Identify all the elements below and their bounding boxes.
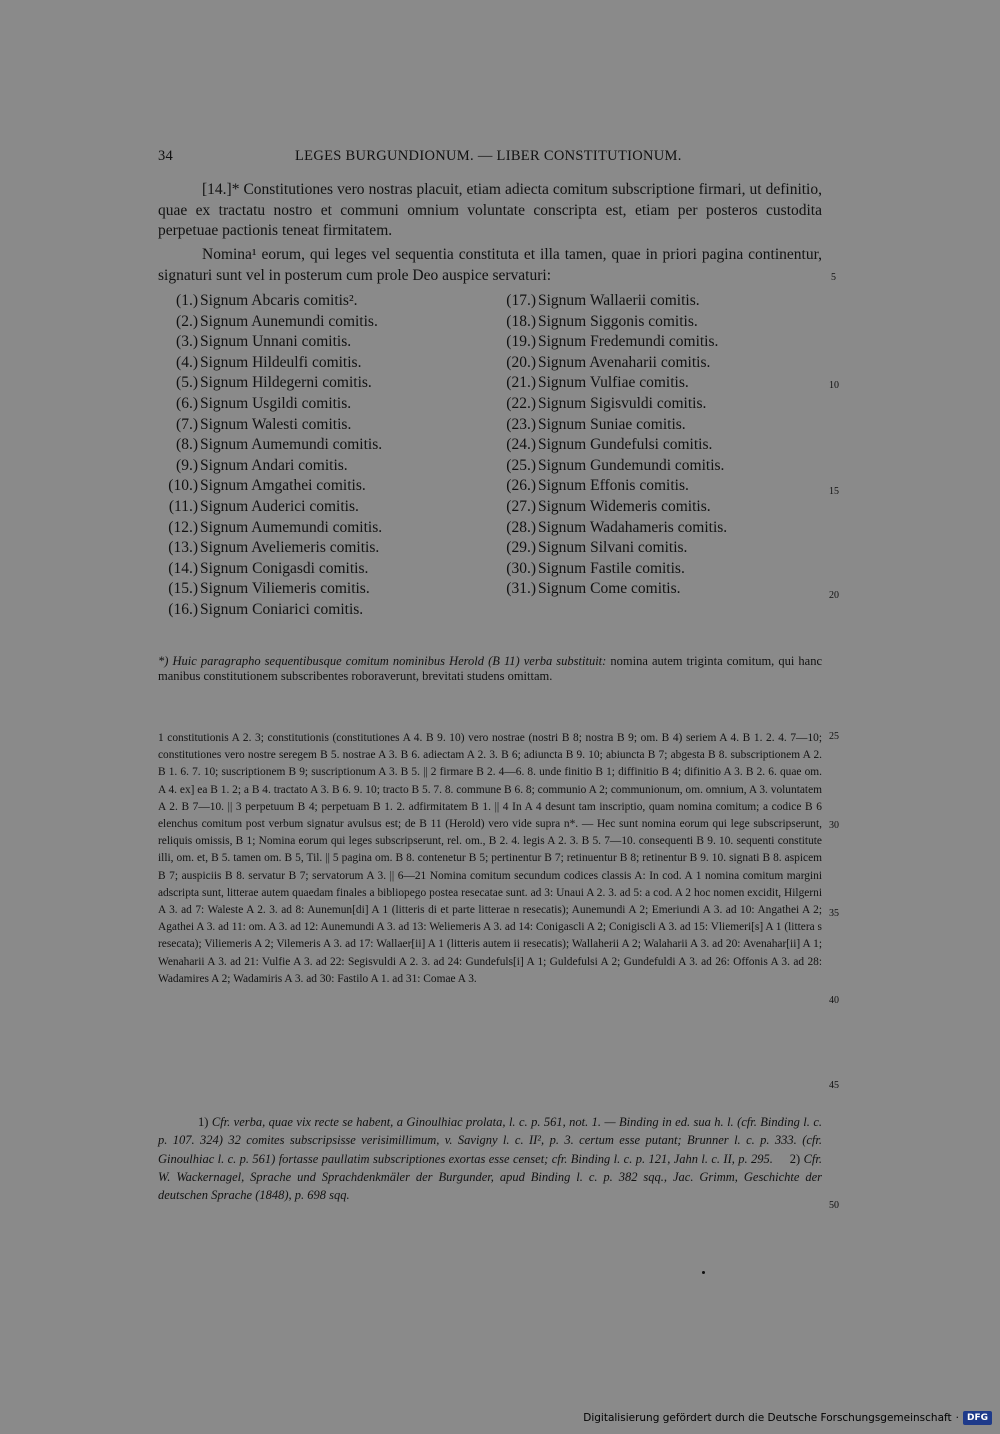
footnote-2-text: Cfr. W. Wackernagel, Sprache und Sprachdenkmäler der Burgunder, apud Binding l. c. p. 382 sqq., Jac. Grimm, Geschichte der deutschen Sprache (1848), p. 698 sqq. xyxy=(158,1151,823,1203)
entry-number: (31.) xyxy=(506,580,536,598)
footnote-1 xyxy=(158,1113,822,1204)
name-entry xyxy=(490,538,727,559)
entry-number: (23.) xyxy=(506,415,536,433)
funding-text: Digitalisierung gefördert durch die Deutsche Forschungsgemeinschaft xyxy=(583,1412,952,1424)
entry-name: Signum Conigasdi comitis. xyxy=(200,559,369,577)
entry-number: (8.) xyxy=(176,436,198,454)
critical-apparatus: 1 constitutionis A 2. 3; constitutionis (constitutiones A 4. B 9. 10) vero nostrae (nostri B 8; nostra B 9; om. B 4) seriem A 4. B 1. 2. 4. 7—10; constitutiones vero nostre seregem B 5. nostrae A 3. B 6. adiectam A 2. 3. B 6; adiuncta B 9. 10; abiuncta B 7; abgesta B 8. subscriptionem A 2. B 1. 6. 7. 10; suscriptionem B 9; suscriptionum A 3. B 5. || 2 firmare B 2. 4—6. 8. unde finitio B 1; diffinitio B 4; difinitio A 3. B 2. 6. quae om. A 4. ex] ea B 1. 2; a B 4. tractato A 3. B 6. 9. 10; tracto B 5. 7. 8. commune B 6. 8; communio A 2; communionum, om. omnium, A 3. voluntatem A 2. B 7—10. || 3 perpetuum B 4; perpetuam B 1. 2. adfirmitatem B 1. || 4 In A 4 desunt tam inscriptio, quam nomina comitum; a codice B 6 elenchus comitum post verbum signatur avulsus est; de B 11 (Herold) vero vide supra n*. — Hec sunt nomina eorum qui lege subscripserunt, reliquis omissis, B 1; Nomina eorum qui leges subscripserunt, rel. om., B 2. 4. legis A 2. 3. B 5. 7—10. consequenti B 9. 10. sequenti constitute illi, om. et, B 5. tamen om. B 5, Til. || 5 pagina om. B 8. contenetur B 5; pertinentur B 7; retinuentur B 8; retinentur B 9. 10. signati B 8. aspicem B 7; auspiciis B 8. servatur B 7; servatorum A 3. || 6—21 Nomina comitum secundum codices classis A: In cod. A 1 nomina comitum margini adscripta sunt, litterae autem quaedam finales a bibliopego postea resecatae sunt. ad 3: Unaui A 2. 3. ad 5: a cod. A 2 hoc nomen excidit, Hilgerni A 3. ad 7: Waleste A 2. 3. ad 8: Aunemun[di] A 1 (litteris di et parte litterae n resecatis); Aunemundi A 2; Emeriundi A 3. ad 10: Angathei A 2; Agathei A 3. ad 11: om. A 3. ad 12: Aunemundi A 3. ad 13: Weliemeris A 3. ad 14: Conigascli A 2; Conigiscli A 3. ad 15: Vliemeri[s] A 1 (littera s resecata); Viliemeris A 2; Vilemeris A 3. ad 17: Wallaer[ii] A 1 (litteris autem ii resecatis); Wallaherii A 2; Walaharii A 3. ad 20: Avenahar[ii] A 1; Wenaharii A 3. ad 21: Vulfie A 3. ad 22: Segisvuldi A 2. 3. ad 24: Gundefuls[i] A 1; Guldefulsi A 2; Gundefuldi A 3. ad 26: Offonis A 3. ad 28: Wadamires A 2; Wadamiris A 3. ad 30: Fastilo A 1. ad 31: Comae A 3. xyxy=(158,732,822,985)
paragraph-nomina: Nomina¹ eorum, qui leges vel sequentia constituta et illa tamen, quae in priori pagina continentur, signaturi sunt vel in posterum cum prole Deo auspice servaturi: xyxy=(158,246,822,284)
name-entry xyxy=(152,600,382,621)
asterisk-footnote xyxy=(158,654,822,684)
entry-number: (26.) xyxy=(506,477,536,495)
entry-name: Signum Unnani comitis. xyxy=(200,333,352,351)
entry-number: (29.) xyxy=(506,539,536,557)
stray-dot xyxy=(702,1271,705,1274)
entry-number: (6.) xyxy=(176,394,198,412)
entry-number: (22.) xyxy=(506,394,536,412)
name-entry xyxy=(152,353,382,374)
name-entry xyxy=(490,518,727,539)
entry-number: (16.) xyxy=(168,600,198,618)
line-number: 40 xyxy=(829,995,839,1006)
entry-name: Signum Aveliemeris comitis. xyxy=(200,539,380,557)
name-entry xyxy=(490,332,727,353)
name-entry xyxy=(490,456,727,477)
line-number: 50 xyxy=(829,1200,839,1211)
name-entry xyxy=(490,579,727,600)
entry-number: (25.) xyxy=(506,456,536,474)
line-number: 25 xyxy=(829,731,839,742)
name-entry xyxy=(152,312,382,333)
entry-name: Signum Walesti comitis. xyxy=(200,415,352,433)
name-entry xyxy=(490,373,727,394)
entry-number: (12.) xyxy=(168,518,198,536)
name-entry xyxy=(152,415,382,436)
entry-name: Signum Auderici comitis. xyxy=(200,497,359,515)
entry-name: Signum Effonis comitis. xyxy=(538,477,689,495)
entry-number: (27.) xyxy=(506,497,536,515)
entry-number: (2.) xyxy=(176,312,198,330)
entry-number: (9.) xyxy=(176,456,198,474)
entry-name: Signum Viliemeris comitis. xyxy=(200,580,370,598)
entry-name: Signum Coniarici comitis. xyxy=(200,600,364,618)
name-list-right xyxy=(490,291,727,600)
entry-number: (17.) xyxy=(506,292,536,309)
name-entry xyxy=(152,518,382,539)
entry-name: Signum Come comitis. xyxy=(538,580,681,598)
dfg-logo: DFG xyxy=(963,1411,992,1425)
name-entry xyxy=(152,559,382,580)
name-entry xyxy=(152,456,382,477)
entry-name: Signum Fredemundi comitis. xyxy=(538,333,719,351)
name-entry xyxy=(490,559,727,580)
entry-number: (21.) xyxy=(506,374,536,392)
entry-number: (18.) xyxy=(506,312,536,330)
entry-name: Signum Hildegerni comitis. xyxy=(200,374,372,392)
name-entry xyxy=(490,394,727,415)
name-entry xyxy=(490,497,727,518)
entry-number: (14.) xyxy=(168,559,198,577)
entry-number: (19.) xyxy=(506,333,536,351)
footnote-2-marker: 2) xyxy=(789,1151,804,1166)
asterisk-footnote-lead: *) Huic paragrapho sequentibusque comitum nominibus Herold (B 11) verba substituit: xyxy=(158,654,611,668)
line-number: 5 xyxy=(831,272,836,283)
name-entry xyxy=(490,476,727,497)
entry-number: (13.) xyxy=(168,539,198,557)
name-entry xyxy=(490,291,727,312)
name-entry xyxy=(152,497,382,518)
name-entry xyxy=(152,291,382,312)
entry-number: (15.) xyxy=(168,580,198,598)
funding-notice: Digitalisierung gefördert durch die Deutsche Forschungsgemeinschaft · DFG xyxy=(583,1408,992,1428)
entry-name: Signum Avenaharii comitis. xyxy=(538,353,711,371)
entry-name: Signum Amgathei comitis. xyxy=(200,477,366,495)
name-entry xyxy=(152,579,382,600)
entry-name: Signum Aumemundi comitis. xyxy=(200,518,383,536)
entry-name: Signum Gundemundi comitis. xyxy=(538,456,725,474)
footnotes xyxy=(158,1113,822,1204)
entry-name: Signum Suniae comitis. xyxy=(538,415,686,433)
running-title: LEGES BURGUNDIONUM. — LIBER CONSTITUTIONUM. xyxy=(295,148,682,164)
entry-number: (30.) xyxy=(506,559,536,577)
entry-number: (1.) xyxy=(176,292,198,309)
entry-name: Signum Aunemundi comitis. xyxy=(200,312,378,330)
name-entry xyxy=(152,332,382,353)
name-entry xyxy=(152,476,382,497)
line-number: 35 xyxy=(829,908,839,919)
line-number: 45 xyxy=(829,1080,839,1091)
paragraph-constitutiones: [14.]* Constitutiones vero nostras placuit, etiam adiecta comitum subscriptione firmari, ut definitio, quae ex tractatu nostro et communi omnium voluntate conscripta est, etiam per posteros custodita perpetuae pactionis teneat firmitatem. xyxy=(158,181,822,239)
name-entry xyxy=(490,353,727,374)
entry-name: Signum Usgildi comitis. xyxy=(200,394,352,412)
entry-name: Signum Silvani comitis. xyxy=(538,539,688,557)
entry-name: Signum Abcaris comitis². xyxy=(200,292,358,309)
name-entry xyxy=(152,435,382,456)
entry-number: (24.) xyxy=(506,436,536,454)
entry-number: (5.) xyxy=(176,374,198,392)
entry-number: (28.) xyxy=(506,518,536,536)
line-number: 10 xyxy=(829,380,839,391)
entry-name: Signum Andari comitis. xyxy=(200,456,348,474)
name-list-left xyxy=(152,291,382,621)
entry-name: Signum Siggonis comitis. xyxy=(538,312,698,330)
entry-number: (7.) xyxy=(176,415,198,433)
name-entry xyxy=(152,394,382,415)
line-number: 20 xyxy=(829,590,839,601)
name-entry xyxy=(490,435,727,456)
entry-number: (4.) xyxy=(176,353,198,371)
entry-number: (3.) xyxy=(176,333,198,351)
line-number: 15 xyxy=(829,486,839,497)
entry-name: Signum Gundefulsi comitis. xyxy=(538,436,713,454)
footnote-1-marker: 1) xyxy=(198,1115,212,1129)
asterisk-footnote-text: nomina autem triginta comitum, qui hanc manibus constitutionem subscribentes roboraverunt, brevitati studens omittam. xyxy=(158,654,822,683)
entry-name: Signum Sigisvuldi comitis. xyxy=(538,394,707,412)
entry-number: (10.) xyxy=(168,477,198,495)
entry-number: (20.) xyxy=(506,353,536,371)
entry-number: (11.) xyxy=(168,497,198,515)
entry-name: Signum Vulfiae comitis. xyxy=(538,374,689,392)
entry-name: Signum Fastile comitis. xyxy=(538,559,685,577)
name-entry xyxy=(152,538,382,559)
line-number: 30 xyxy=(829,820,839,831)
name-entry xyxy=(152,373,382,394)
entry-name: Signum Hildeulfi comitis. xyxy=(200,353,362,371)
name-entry xyxy=(490,415,727,436)
page-number: 34 xyxy=(158,148,174,164)
entry-name: Signum Wadahameris comitis. xyxy=(538,518,728,536)
name-entry xyxy=(490,312,727,333)
entry-name: Signum Widemeris comitis. xyxy=(538,497,711,515)
entry-name: Signum Aumemundi comitis. xyxy=(200,436,383,454)
entry-name: Signum Wallaerii comitis. xyxy=(538,292,700,309)
footnote-1-text: Cfr. verba, quae vix recte se habent, a Ginoulhiac prolata, l. c. p. 561, not. 1. — Binding in ed. sua h. l. (cfr. Binding l. c. p. 107. 324) 32 comites subscripsisse verisimillimum, v. Savigny l. c. II², p. 3. certum esse putant; Brunner l. c. p. 333. (cfr. Ginoulhiac l. c. p. 561) fortasse paullatim subscriptiones exortas esse censet; cfr. Binding l. c. p. 121, Jahn l. c. II, p. 295. xyxy=(158,1115,822,1166)
